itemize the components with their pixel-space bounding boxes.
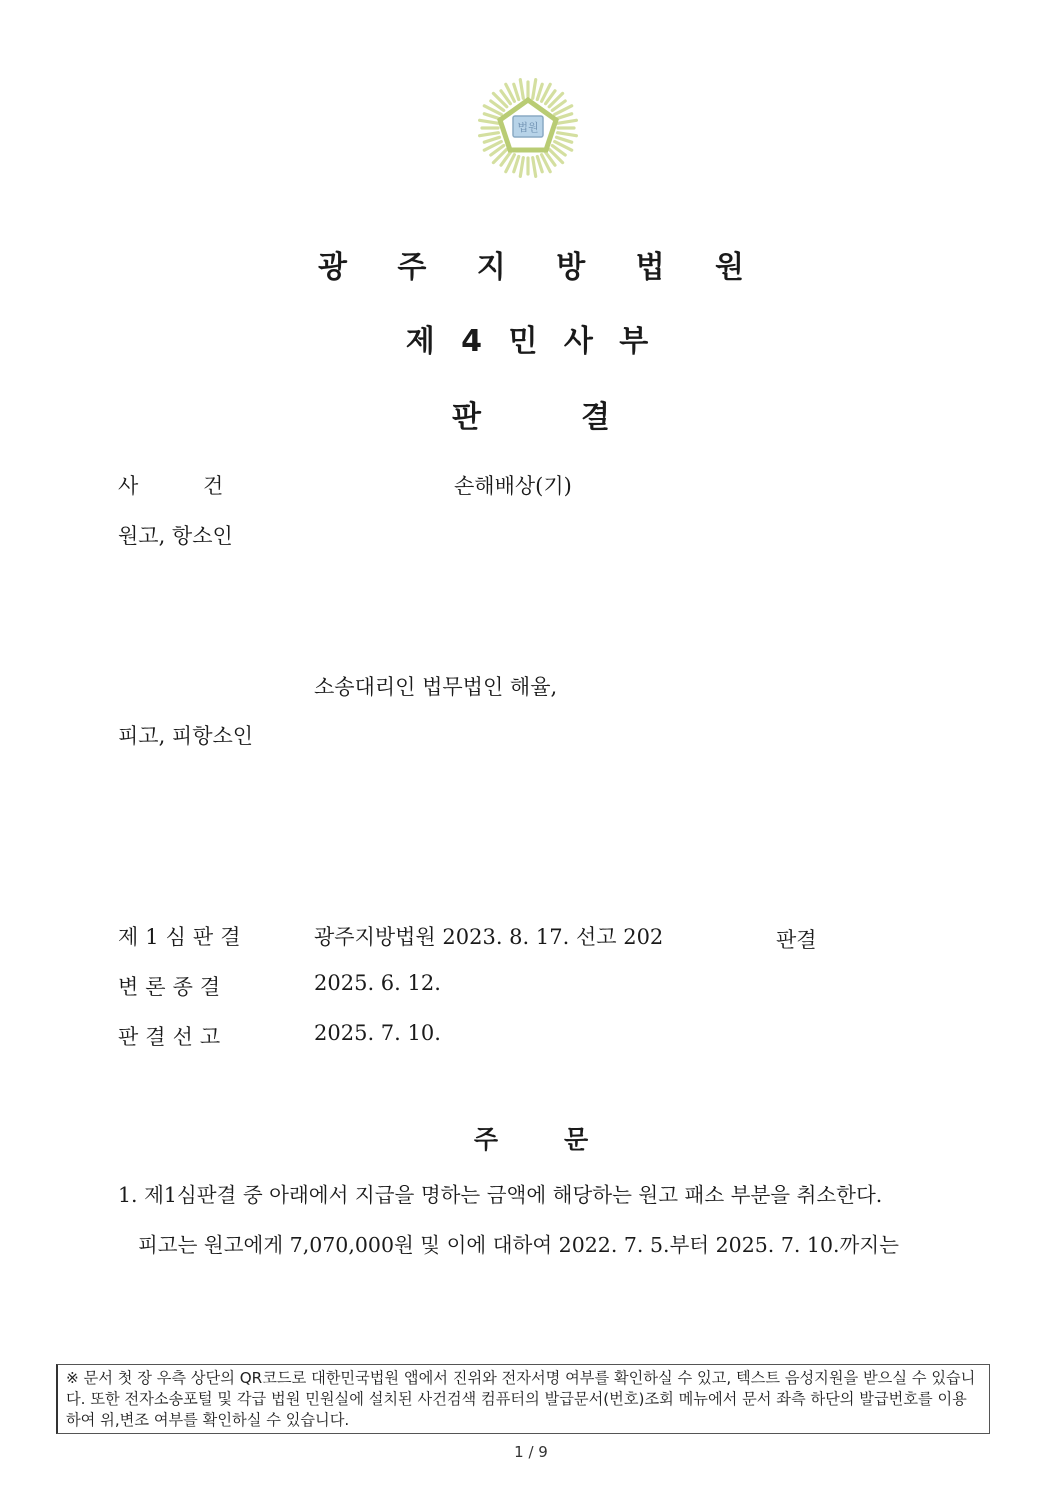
closing-label: 변론종결 bbox=[118, 975, 228, 999]
decision-label: 판결선고 bbox=[118, 1025, 228, 1049]
order-title-left: 주 bbox=[473, 1125, 498, 1154]
emblem-ray bbox=[533, 80, 536, 99]
emblem-ray bbox=[558, 133, 577, 136]
page-number: 1 / 9 bbox=[514, 1443, 548, 1461]
court-name: 광 주 지 방 법 원 bbox=[317, 250, 765, 285]
emblem-ray bbox=[537, 84, 542, 99]
first-instance-label: 제1심판결 bbox=[118, 925, 248, 949]
decision-date: 2025. 7. 10. bbox=[314, 1021, 441, 1045]
document-title bbox=[0, 392, 1062, 436]
division-name: 제 4 민 사 부 bbox=[405, 324, 657, 359]
emblem-ray bbox=[537, 157, 542, 172]
attorney: 소송대리인 법무법인 해율, bbox=[314, 675, 558, 699]
emblem-ray bbox=[520, 158, 523, 177]
emblem-ray bbox=[480, 120, 499, 123]
emblem-ray bbox=[520, 80, 523, 99]
emblem-ray bbox=[557, 137, 572, 142]
court-emblem bbox=[476, 78, 580, 178]
case-value: 손해배상(기) bbox=[454, 474, 572, 498]
document-title-right: 결 bbox=[581, 400, 610, 435]
first-instance-value: 광주지방법원 2023. 8. 17. 선고 202 bbox=[314, 925, 664, 949]
emblem-ray bbox=[557, 114, 572, 119]
emblem-ray bbox=[514, 84, 519, 99]
plaintiff-label: 원고, 항소인 bbox=[118, 524, 233, 548]
emblem-ray bbox=[514, 157, 519, 172]
case-label-text: 사 건 bbox=[118, 474, 224, 498]
order-line-2: 피고는 원고에게 7,070,000원 및 이에 대하여 2022. 7. 5.부터 2025. 7. 10.까지는 bbox=[138, 1233, 899, 1257]
first-instance-suffix: 판결 bbox=[776, 928, 817, 952]
emblem-text: 법원 bbox=[517, 121, 539, 134]
emblem-ray bbox=[484, 137, 499, 142]
document-title-left: 판 bbox=[452, 400, 481, 435]
order-title-right: 문 bbox=[564, 1125, 589, 1154]
order-title bbox=[0, 1120, 1062, 1156]
verification-notice: ※ 문서 첫 장 우측 상단의 QR코드로 대한민국법원 앱에서 진위와 전자서명 여부를 확인하실 수 있고, 텍스트 음성지원을 받으실 수 있습니다. 또한 전자소송포털 및 각급 법원 민원실에 설치된 사건검색 컴퓨터의 발급문서(번호)조회 메뉴에서 문서 좌측 하단의 발급번호를 이용하여 위,변조 여부를 확인하실 수 있습니다. bbox=[56, 1364, 990, 1434]
case-label bbox=[118, 470, 223, 500]
order-line-1: 1. 제1심판결 중 아래에서 지급을 명하는 금액에 해당하는 원고 패소 부분을 취소한다. bbox=[118, 1183, 883, 1207]
defendant-label: 피고, 피항소인 bbox=[118, 724, 254, 748]
emblem-ray bbox=[558, 120, 577, 123]
emblem-ray bbox=[484, 114, 499, 119]
emblem-ray bbox=[480, 133, 499, 136]
emblem-ray bbox=[533, 158, 536, 177]
closing-date: 2025. 6. 12. bbox=[314, 971, 441, 995]
